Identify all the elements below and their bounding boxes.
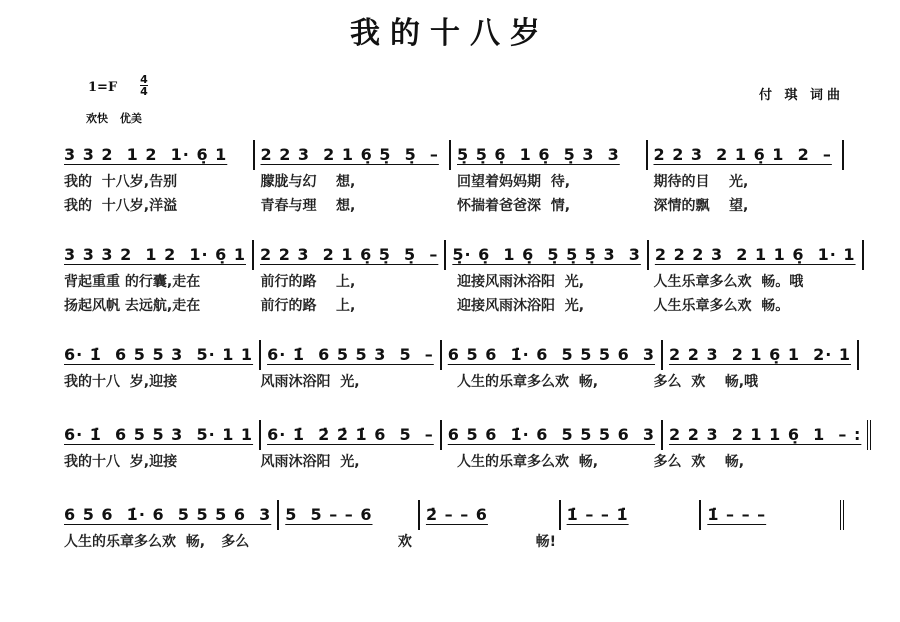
measure: 5̣ 5̣ 6̣ 1 6̣ 5̣ 3 3 bbox=[451, 140, 648, 170]
lyric-segment: 朦胧与幻 想, bbox=[260, 174, 356, 190]
composer-credit: 付 琪 词曲 bbox=[758, 88, 844, 103]
notes-row bbox=[58, 240, 856, 270]
lyric-segment: 欢 bbox=[378, 534, 412, 550]
lyric-segment: 扬起风帆 去远航,走在 bbox=[64, 298, 201, 314]
lyrics-verse-1 bbox=[58, 530, 844, 554]
measure: 3 3 2 1 2 1· 6̣ 1 bbox=[58, 140, 255, 170]
measure: 2 2 3 2 1 6̣ 1 2· 1 bbox=[663, 340, 859, 370]
measure: 6· 1̇ 2̇ 2̇ 1̇ 6 5 – bbox=[261, 420, 442, 450]
lyric-segment: 多么 bbox=[221, 534, 250, 550]
lyric-segment: 回望着妈妈期 待, bbox=[457, 174, 571, 190]
lyric-segment: 我的 十八岁,洋溢 bbox=[64, 198, 178, 214]
notes-row bbox=[58, 420, 862, 450]
lyric-segment: 期待的目 光, bbox=[653, 174, 749, 190]
measure: 2̇ – – 6 bbox=[420, 500, 561, 530]
measure: 1̇ – – 1̇ bbox=[561, 500, 702, 530]
lyric-segment: 人生乐章多么欢 畅。哦 bbox=[653, 274, 804, 290]
measure: 2 2 3 2 1 6̣ 1 2 – bbox=[648, 140, 845, 170]
score-system bbox=[58, 340, 852, 394]
lyrics-verse-2 bbox=[58, 194, 844, 218]
measure: 3 3 3 2 1 2 1· 6̣ 1 bbox=[58, 240, 254, 270]
notes-row bbox=[58, 500, 844, 530]
lyric-segment: 背起重重 的行囊,走在 bbox=[64, 274, 201, 290]
measure: 2 2 3 2 1 6̣ 5̣ 5̣ – bbox=[254, 240, 446, 270]
lyric-segment: 人生的乐章多么欢 畅, bbox=[457, 454, 599, 470]
lyric-segment: 我的 十八岁,告别 bbox=[64, 174, 178, 190]
measure: 6 5 6 1̇· 6 5 5 5 6 3 bbox=[58, 500, 279, 530]
measure: 2 2 3 2 1 1 6̣ 1 – : bbox=[663, 420, 871, 450]
measure: 2 2 2 3 2 1 1 6̣ 1· 1 bbox=[649, 240, 864, 270]
score-system bbox=[58, 500, 844, 554]
meter-bottom: 4 bbox=[140, 85, 148, 98]
lyric-segment: 迎接风雨沐浴阳 光, bbox=[457, 274, 585, 290]
lyric-segment: 怀揣着爸爸深 情, bbox=[457, 198, 571, 214]
measure: 6· 1̇ 6 5 5 3 5· 1 1 bbox=[58, 420, 261, 450]
lyric-segment: 青春与理 想, bbox=[260, 198, 356, 214]
lyric-segment: 畅! bbox=[535, 534, 556, 550]
measure: 2 2 3 2 1 6̣ 5̣ 5̣ – bbox=[255, 140, 452, 170]
score-system bbox=[58, 240, 856, 318]
measure: 6· 1̇ 6 5 5 3 5· 1 1 bbox=[58, 340, 261, 370]
measure: 1̇ – – – bbox=[701, 500, 844, 530]
lyrics-verse-1 bbox=[58, 170, 844, 194]
lyric-segment: 人生乐章多么欢 畅。 bbox=[653, 298, 790, 314]
lyric-segment: 迎接风雨沐浴阳 光, bbox=[457, 298, 585, 314]
song-title: 我的十八岁 bbox=[350, 16, 550, 51]
lyrics-verse-1 bbox=[58, 450, 844, 474]
tempo-marking: 欢快 优美 bbox=[86, 112, 142, 125]
score-system bbox=[58, 420, 862, 474]
measure: 6 5 6 1̇· 6 5 5 5 6 3 bbox=[442, 340, 663, 370]
lyric-segment: 人生的乐章多么欢 畅, bbox=[64, 534, 206, 550]
key-signature: 1=F bbox=[88, 80, 118, 95]
lyrics-verse-1 bbox=[58, 270, 844, 294]
lyric-segment: 前行的路 上, bbox=[260, 298, 356, 314]
time-signature bbox=[140, 74, 148, 97]
lyric-segment: 前行的路 上, bbox=[260, 274, 356, 290]
lyric-segment: 深情的飘 望, bbox=[653, 198, 749, 214]
measure: 6· 1̇ 6 5 5 3 5 – bbox=[261, 340, 442, 370]
meter-top: 4 bbox=[140, 73, 148, 86]
measure: 5 5 – – 6 bbox=[279, 500, 420, 530]
lyric-segment: 多么 欢 畅,哦 bbox=[653, 374, 759, 390]
lyrics-verse-2 bbox=[58, 294, 844, 318]
measure: 6 5 6 1̇· 6 5 5 5 6 3 bbox=[442, 420, 663, 450]
score-system bbox=[58, 140, 844, 218]
notes-row bbox=[58, 140, 844, 170]
lyric-segment: 风雨沐浴阳 光, bbox=[260, 454, 360, 470]
lyric-segment bbox=[687, 530, 844, 554]
lyric-segment: 我的十八 岁,迎接 bbox=[64, 454, 178, 470]
lyric-segment: 我的十八 岁,迎接 bbox=[64, 374, 178, 390]
lyrics-verse-1 bbox=[58, 370, 844, 394]
lyric-segment: 多么 欢 畅, bbox=[653, 454, 745, 470]
measure: 5̣· 6̣ 1 6̣ 5̣ 5̣ 5̣ 3 3 bbox=[446, 240, 649, 270]
lyric-segment: 人生的乐章多么欢 畅, bbox=[457, 374, 599, 390]
lyric-segment: 风雨沐浴阳 光, bbox=[260, 374, 360, 390]
notes-row bbox=[58, 340, 852, 370]
